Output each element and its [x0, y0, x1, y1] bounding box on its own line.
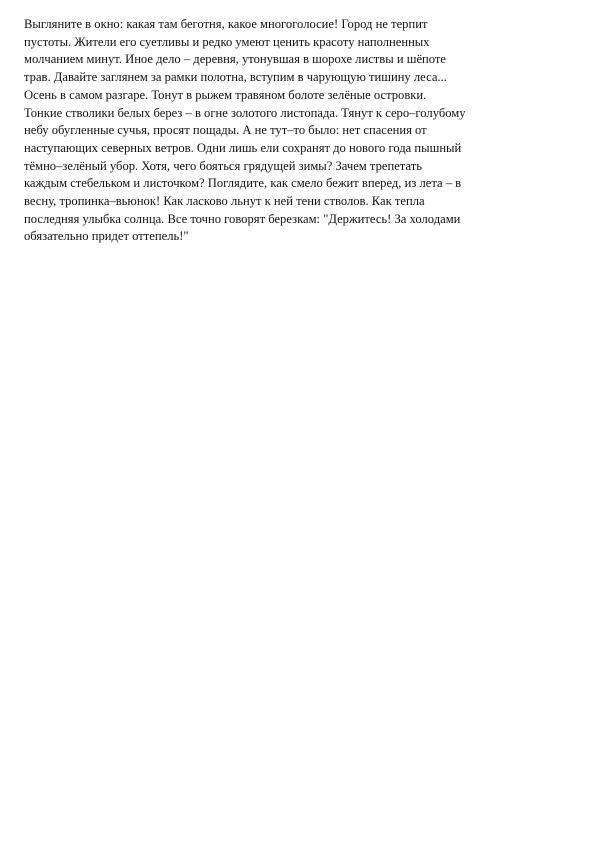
text-line: тёмно–зелёный убор. Хотя, чего бояться грядущей зимы? Зачем трепетать	[24, 158, 422, 173]
text-line: наступающих северных ветров. Одни лишь ели сохранят до нового года пышный	[24, 140, 462, 155]
text-line: последняя улыбка солнца. Все точно говорят березкам: "Держитесь! За холодами	[24, 211, 461, 226]
text-line: обязательно придет оттепель!"	[24, 229, 189, 244]
text-line: трав. Давайте заглянем за рамки полотна, вступим в чарующую тишину леса...	[24, 70, 447, 85]
text-line: Осень в самом разгаре. Тонут в рыжем травяном болоте зелёные островки.	[24, 87, 427, 102]
text-line: небу обугленные сучья, просят пощады. А не тут–то было: нет спасения от	[24, 123, 427, 138]
text-line: каждым стебельком и листочком? Поглядите, как смело бежит вперед, из лета – в	[24, 176, 462, 191]
text-line: Выгляните в окно: какая там беготня, какое многоголосие! Город не терпит	[24, 17, 428, 31]
body-text	[24, 16, 572, 246]
text-line: пустоты. Жители его суетливы и редко умеют ценить красоту наполненных	[24, 34, 430, 49]
text-line: весну, тропинка–вьюнок! Как ласково льнут к ней тени стволов. Как тепла	[24, 194, 425, 209]
text-line: молчанием минут. Иное дело – деревня, утонувшая в шорохе листвы и шёпоте	[24, 52, 446, 67]
text-line: Тонкие стволики белых берез – в огне золотого листопада. Тянут к серо–голубому	[24, 105, 466, 120]
